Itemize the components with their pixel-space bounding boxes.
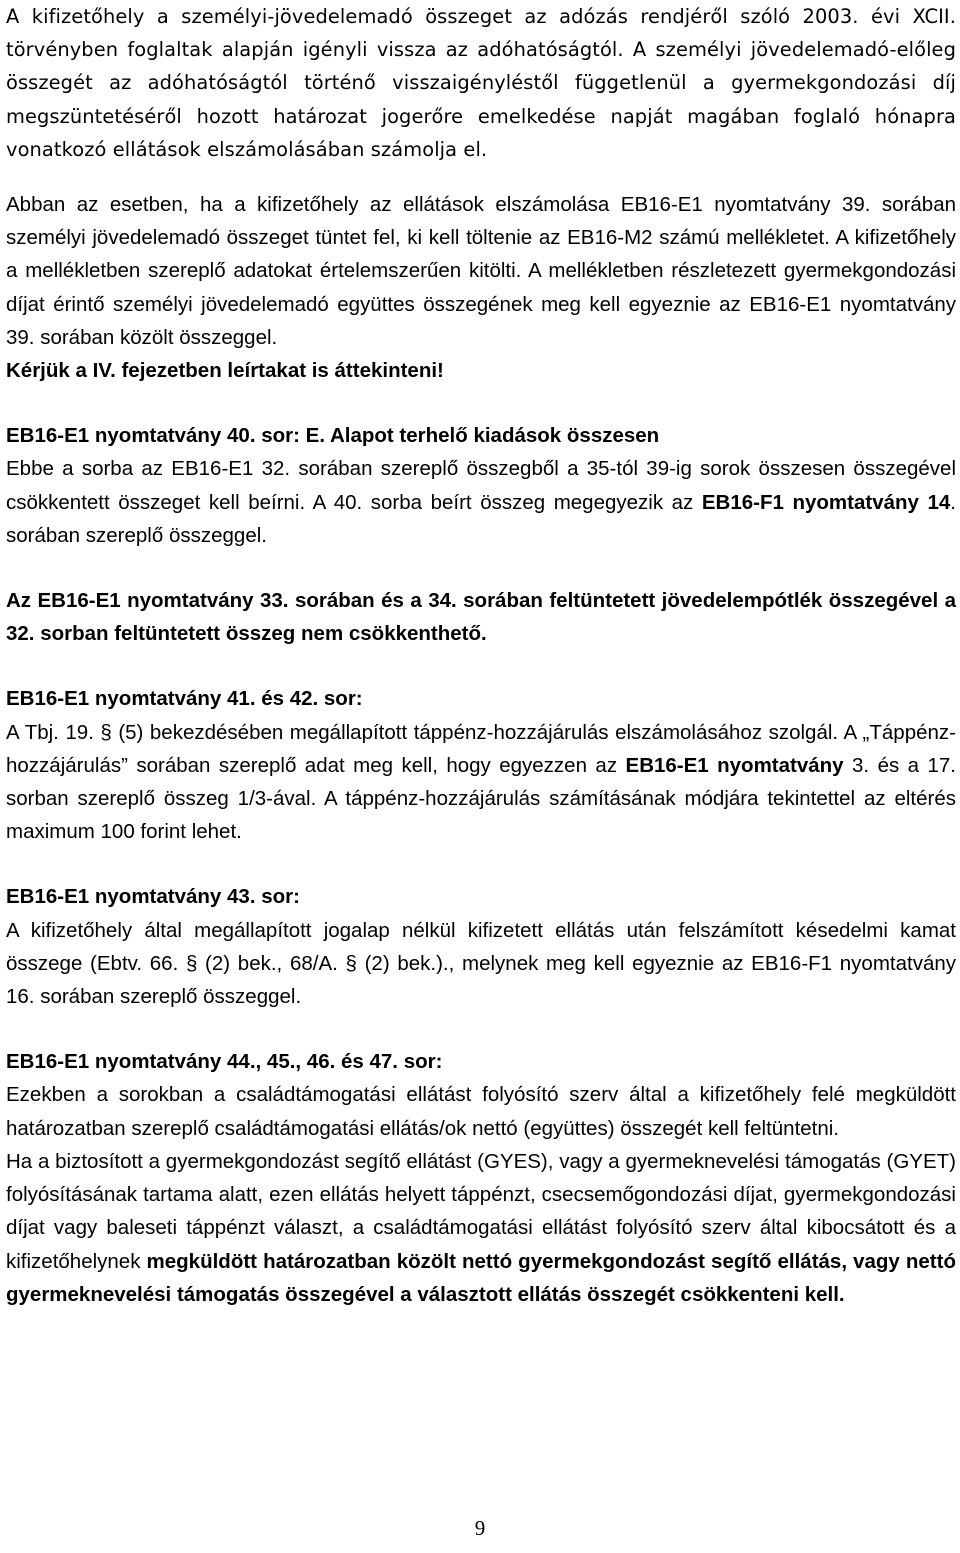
- row-44-47-paragraph-1: Ezekben a sorokban a családtámogatási ellátást folyósító szerv által a kifizetőhely felé megküldött határozatban szereplő családtámogatási ellátás/ok nettó (együttes) összegét kell feltüntetni.: [6, 1083, 956, 1140]
- row-43-heading: EB16-E1 nyomtatvány 43. sor:: [6, 885, 300, 909]
- m2-annex-paragraph: [6, 188, 956, 354]
- row-40-heading: EB16-E1 nyomtatvány 40. sor: E. Alapot terhelő kiadások összesen: [6, 424, 660, 448]
- row-41-42-paragraph: A Tbj. 19. § (5) bekezdésében megállapított táppénz-hozzájárulás elszámolásához szolgál. A „Táppénz-hozzájárulás” sorában szereplő adat meg kell, hogy egyezzen az EB16-E1 nyomtatvány 3. és a 17. sorban szereplő összeg 1/3-ával. A táppénz-hozzájárulás számításának módjára tekintettel az eltérés maximum 100 forint lehet.: [6, 720, 956, 844]
- row-44-47-paragraph-2: Ha a biztosított a gyermekgondozást segítő ellátást (GYES), vagy a gyermeknevelési támogatás (GYET) folyósításának tartama alatt, ezen ellátás helyett táppénzt, csecsemőgondozási díjat, gyermekgondozási díjat vagy baleseti táppénzt választ, a családtámogatási ellátást folyósító szerv által kibocsátott és a kifizetőhelynek megküldött határozatban közölt nettó gyermekgondozást segítő ellátás, vagy nettó gyermeknevelési támogatás összegével a választott ellátás összegét csökkenteni kell.: [6, 1149, 956, 1306]
- notice-bold: Kérjük a IV. fejezetben leírtakat is áttekinteni!: [6, 359, 444, 383]
- row-40-paragraph: Ebbe a sorba az EB16-E1 32. sorában szereplő összegből a 35-tól 39-ig sorok összesen összegével csökkentett összeget kell beírni. A 40. sorba beírt összeg megegyezik az EB16-F1 nyomtatvány 14. sorában szereplő összeggel.: [6, 457, 956, 547]
- row-44-47-heading: EB16-E1 nyomtatvány 44., 45., 46. és 47. sor:: [6, 1050, 443, 1074]
- row-43-paragraph: A kifizetőhely által megállapított jogalap nélkül kifizetett ellátás után felszámított késedelmi kamat összege (Ebtv. 66. § (2) bek., 68/A. § (2) bek.)., melynek meg kell egyeznie az EB16-F1 nyomtatvány 16. sorában szereplő összeggel.: [6, 918, 956, 1009]
- row-33-34-paragraph: Az EB16-E1 nyomtatvány 33. sorában és a 34. sorában feltüntetett jövedelempótlék összegével a 32. sorban feltüntetett összeg nem csökkenthető.: [6, 589, 956, 646]
- intro-paragraph: A kifizetőhely a személyi-jövedelemadó összeget az adózás rendjéről szóló 2003. évi XCII. törvényben foglaltak alapján igényli vissza az adóhatóságtól. A személyi jövedelemadó-előleg összegét az adóhatóságtól történő visszaigényléstől függetlenül a gyermekgondozási díj megszüntetéséről hozott határozat jogerőre emelkedése napját magában foglaló hónapra vonatkozó ellátások elszámolásában számolja el.: [6, 5, 956, 161]
- notice-paragraph: [6, 354, 956, 387]
- m2-annex-text: Abban az esetben, ha a kifizetőhely az ellátások elszámolása EB16-E1 nyomtatvány 39. sorában személyi jövedelemadó összeget tüntet fel, ki kell töltenie az EB16-M2 számú mellékletet. A kifizetőhely a mellékletben szereplő adatokat értelemszerűen kitölti. A mellékletben részletezett gyermekgondozási díjat érintő személyi jövedelemadó együttes összegének meg kell egyeznie az EB16-E1 nyomtatvány 39. sorában közölt összeggel.: [6, 193, 956, 349]
- row-41-42-heading: EB16-E1 nyomtatvány 41. és 42. sor:: [6, 687, 363, 711]
- page-number: 9: [474, 1516, 486, 1540]
- document-page: [6, 0, 956, 1311]
